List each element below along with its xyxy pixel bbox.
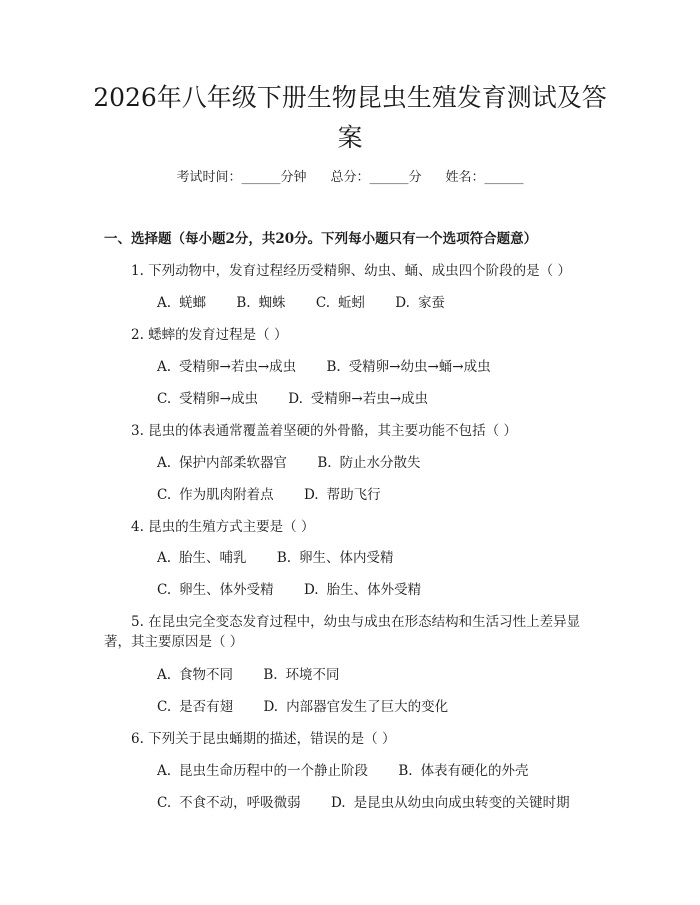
option-b: B. 蜘蛛	[236, 295, 286, 311]
options-row	[157, 548, 420, 568]
question-stem: 5. 在昆虫完全变态发育过程中，幼虫与成虫在形态结构和生活习性上差异显著，其主要原因是（ ）	[104, 614, 581, 650]
option-a: A. 蜣螂	[157, 295, 207, 311]
option-d: D. 家蚕	[395, 295, 445, 311]
options-row	[157, 357, 517, 377]
option-a: A. 受精卵→若虫→成虫	[157, 359, 297, 375]
question-stem: 2. 蟋蟀的发育过程是（ ）	[131, 327, 288, 343]
question-6	[104, 729, 604, 749]
option-a: A. 昆虫生命历程中的一个静止阶段	[157, 763, 369, 779]
option-c: C. 蚯蚓	[315, 295, 365, 311]
section-heading-choice: 一、选择题（每小题2分，共20分。下列每小题只有一个选项符合题意）	[104, 231, 538, 247]
option-a: A. 食物不同	[157, 667, 234, 683]
option-a: A. 保护内部柔软器官	[157, 455, 288, 471]
option-c: C. 卵生、体外受精	[157, 582, 274, 598]
question-stem: 4. 昆虫的生殖方式主要是（ ）	[131, 519, 315, 535]
options-row	[157, 293, 471, 313]
option-c: C. 不食不动，呼吸微弱	[157, 795, 301, 811]
option-b: B. 环境不同	[263, 667, 340, 683]
option-d: D. 帮助飞行	[303, 487, 381, 503]
option-c: C. 是否有翅	[157, 699, 234, 715]
option-d: D. 是昆虫从幼虫向成虫转变的关键时期	[330, 795, 570, 811]
options-row	[157, 453, 447, 473]
exam-meta	[0, 168, 700, 188]
options-row	[157, 761, 555, 781]
total-score-field: 总分：______分	[330, 170, 422, 185]
options-row	[157, 485, 407, 505]
option-d: D. 内部器官发生了巨大的变化	[263, 699, 449, 715]
question-stem: 6. 下列关于昆虫蛹期的描述，错误的是（ ）	[131, 731, 396, 747]
student-name-field: 姓名：______	[445, 170, 524, 185]
question-2	[104, 325, 604, 345]
option-d: D. 胎生、体外受精	[303, 582, 422, 598]
options-row	[157, 793, 596, 813]
option-a: A. 胎生、哺乳	[157, 550, 247, 566]
option-b: B. 卵生、体内受精	[276, 550, 394, 566]
question-4	[104, 517, 604, 537]
option-b: B. 受精卵→幼虫→蛹→成虫	[326, 359, 491, 375]
page-title: 2026年八年级下册生物昆虫生殖发育测试及答案	[93, 83, 607, 152]
question-1	[104, 261, 604, 281]
question-5	[104, 612, 604, 652]
options-row	[157, 580, 447, 600]
option-d: D. 受精卵→若虫→成虫	[288, 391, 429, 407]
option-c: C. 受精卵→成虫	[157, 391, 258, 407]
options-row	[157, 665, 366, 685]
options-row	[157, 389, 454, 409]
option-b: B. 体表有硬化的外壳	[398, 763, 529, 779]
question-stem: 1. 下列动物中，发育过程经历受精卵、幼虫、蛹、成虫四个阶段的是（ ）	[131, 263, 571, 279]
exam-time-field: 考试时间：______分钟	[176, 170, 307, 185]
options-row	[157, 697, 474, 717]
question-stem: 3. 昆虫的体表通常覆盖着坚硬的外骨骼，其主要功能不包括（ ）	[131, 423, 517, 439]
question-3	[104, 421, 604, 441]
option-c: C. 作为肌肉附着点	[157, 487, 274, 503]
option-b: B. 防止水分散失	[317, 455, 421, 471]
